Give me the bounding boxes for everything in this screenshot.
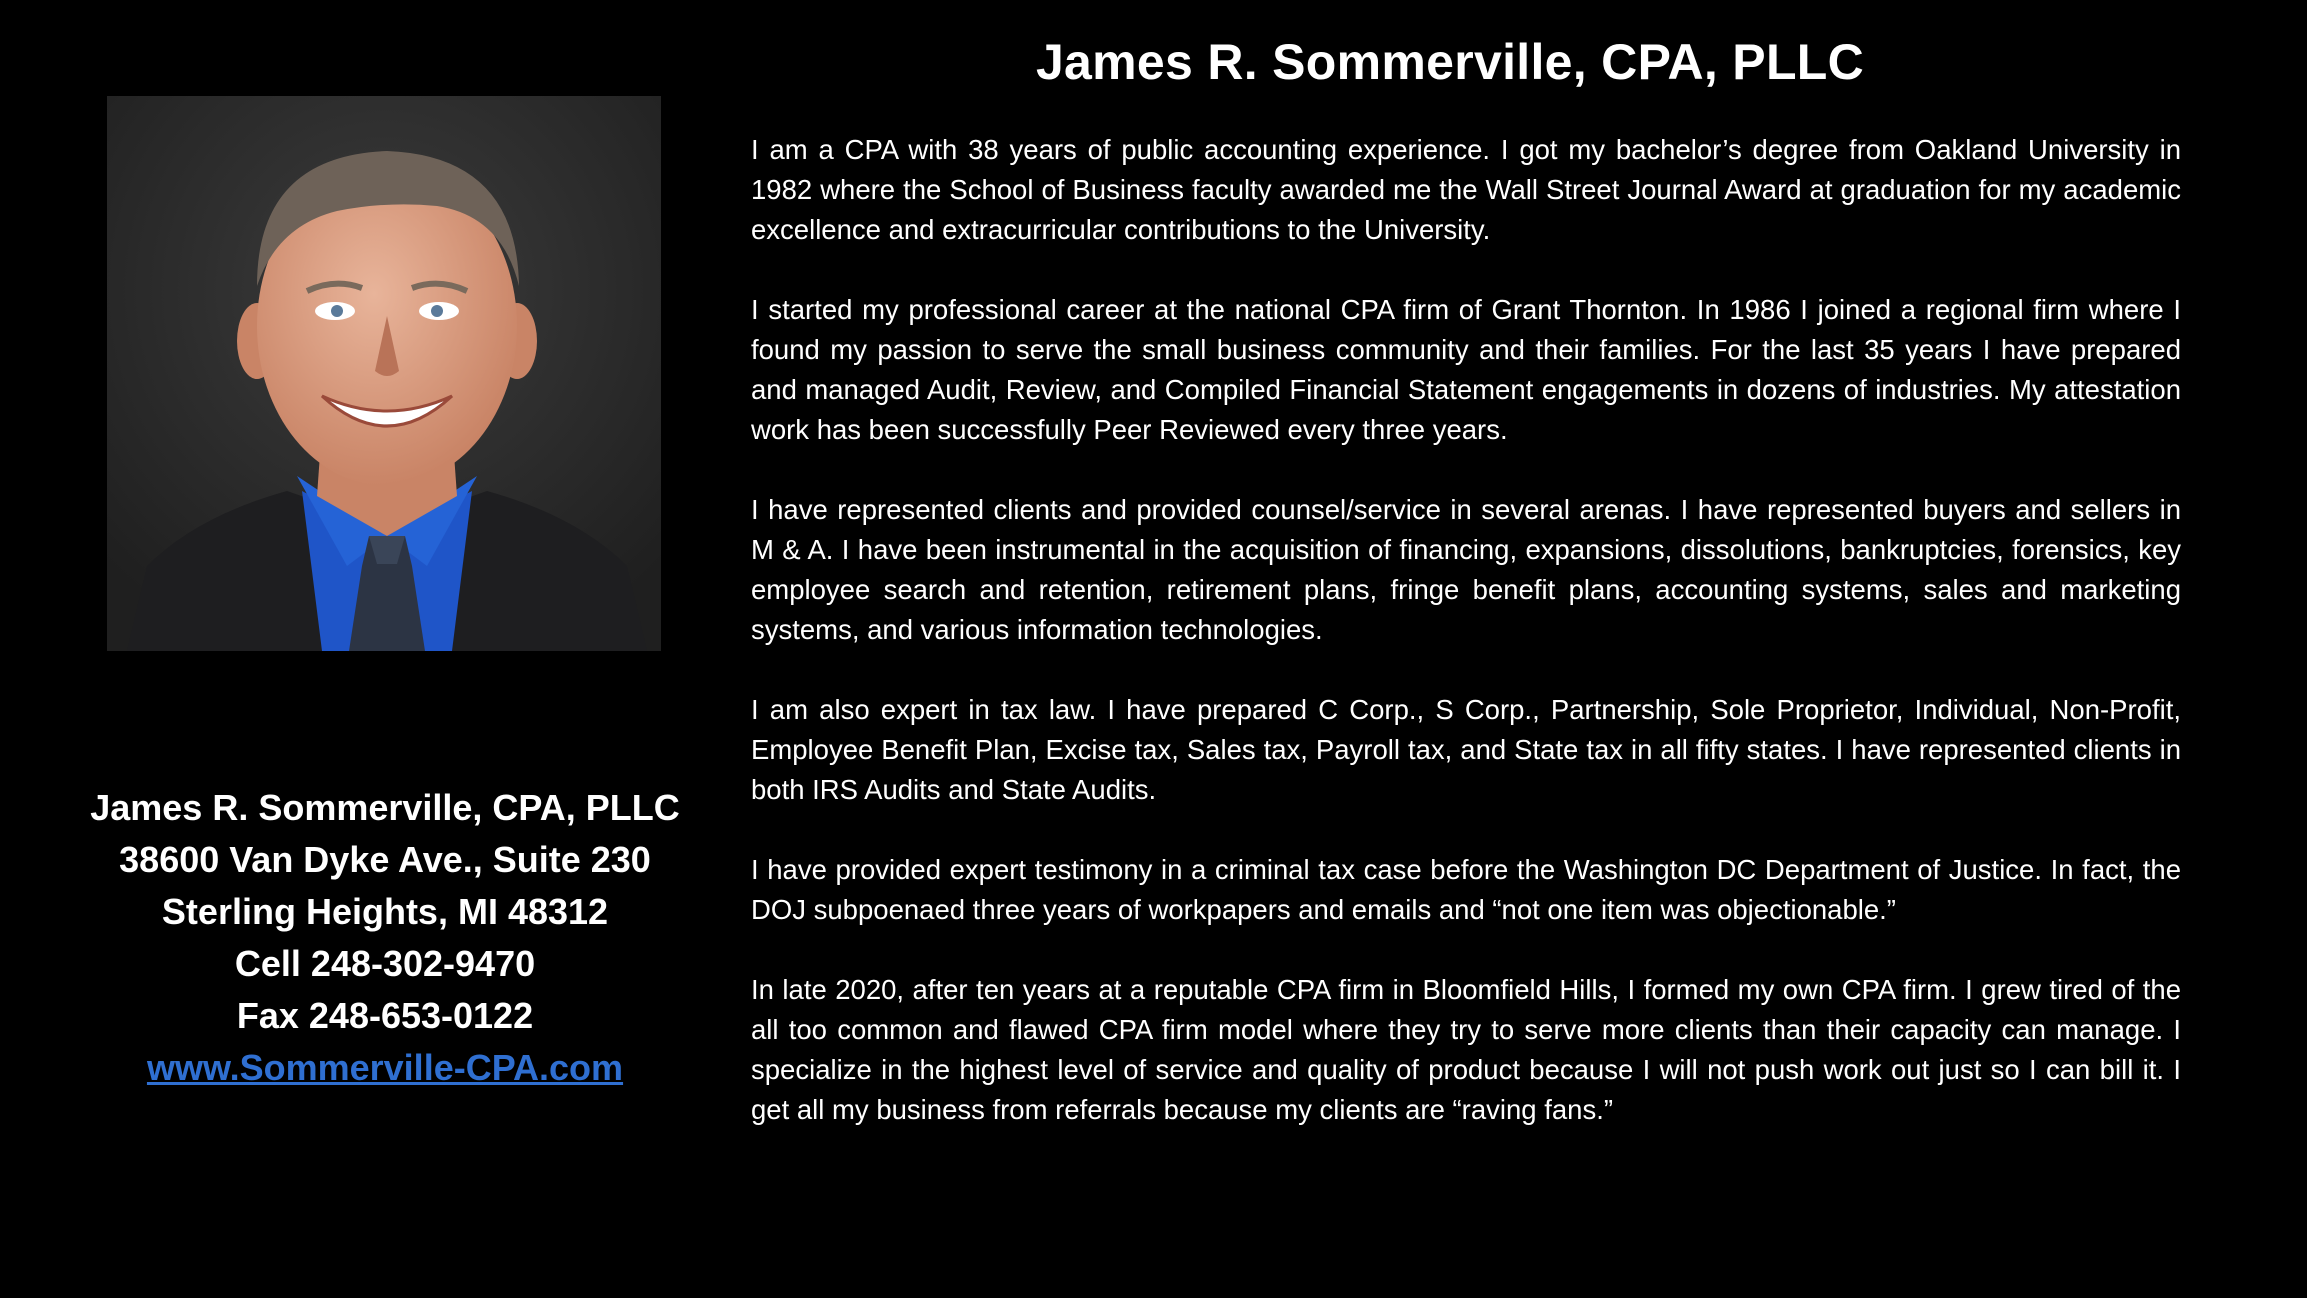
bio-text [751,130,2181,1170]
bio-paragraph: I have provided expert testimony in a criminal tax case before the Washington DC Department of Justice. In fact, the DOJ subpoenaed three years of workpapers and emails and “not one item was objectionable.” [751,854,2181,925]
contact-address: 38600 Van Dyke Ave., Suite 230 [119,839,651,880]
bio-paragraph: I am a CPA with 38 years of public accounting experience. I got my bachelor’s degree from Oakland University in 1982 where the School of Business faculty awarded me the Wall Street Journal Award at graduation for my academic excellence and extracurricular contributions to the University. [751,134,2181,245]
contact-city: Sterling Heights, MI 48312 [161,891,609,932]
contact-cell: Cell 248-302-9470 [234,943,536,984]
website-link[interactable]: www.Sommerville-CPA.com [146,1047,624,1088]
portrait-illustration [107,96,661,651]
portrait-photo [107,96,661,651]
bio-paragraph: In late 2020, after ten years at a reputable CPA firm in Bloomfield Hills, I formed my own CPA firm. I grew tired of the all too common and flawed CPA firm model where they try to serve more clients than their capacity can manage. I specialize in the highest level of service and quality of product because I will not push work out just so I can bill it. I get all my business from referrals because my clients are “raving fans.” [751,974,2181,1125]
contact-firm-name: James R. Sommerville, CPA, PLLC [90,787,680,828]
bio-paragraph: I have represented clients and provided counsel/service in several arenas. I have represented buyers and sellers in M & A. I have been instrumental in the acquisition of financing, expansions, dissolutions, bankruptcies, forensics, key employee search and retention, retirement plans, fringe benefit plans, accounting systems, sales and marketing systems, and various information technologies. [751,494,2181,645]
bio-paragraph: I started my professional career at the national CPA firm of Grant Thornton. In 1986 I joined a regional firm where I found my passion to serve the small business community and their families. For the last 35 years I have prepared and managed Audit, Review, and Compiled Financial Statement engagements in dozens of industries. My attestation work has been successfully Peer Reviewed every three years. [751,294,2181,445]
contact-fax: Fax 248-653-0122 [236,995,534,1036]
bio-paragraph: I am also expert in tax law. I have prepared C Corp., S Corp., Partnership, Sole Proprietor, Individual, Non-Profit, Employee Benefit Plan, Excise tax, Sales tax, Payroll tax, and State tax in all fifty states. I have represented clients in both IRS Audits and State Audits. [751,694,2181,805]
page-title: James R. Sommerville, CPA, PLLC [1035,34,1865,90]
contact-block [60,782,710,1094]
